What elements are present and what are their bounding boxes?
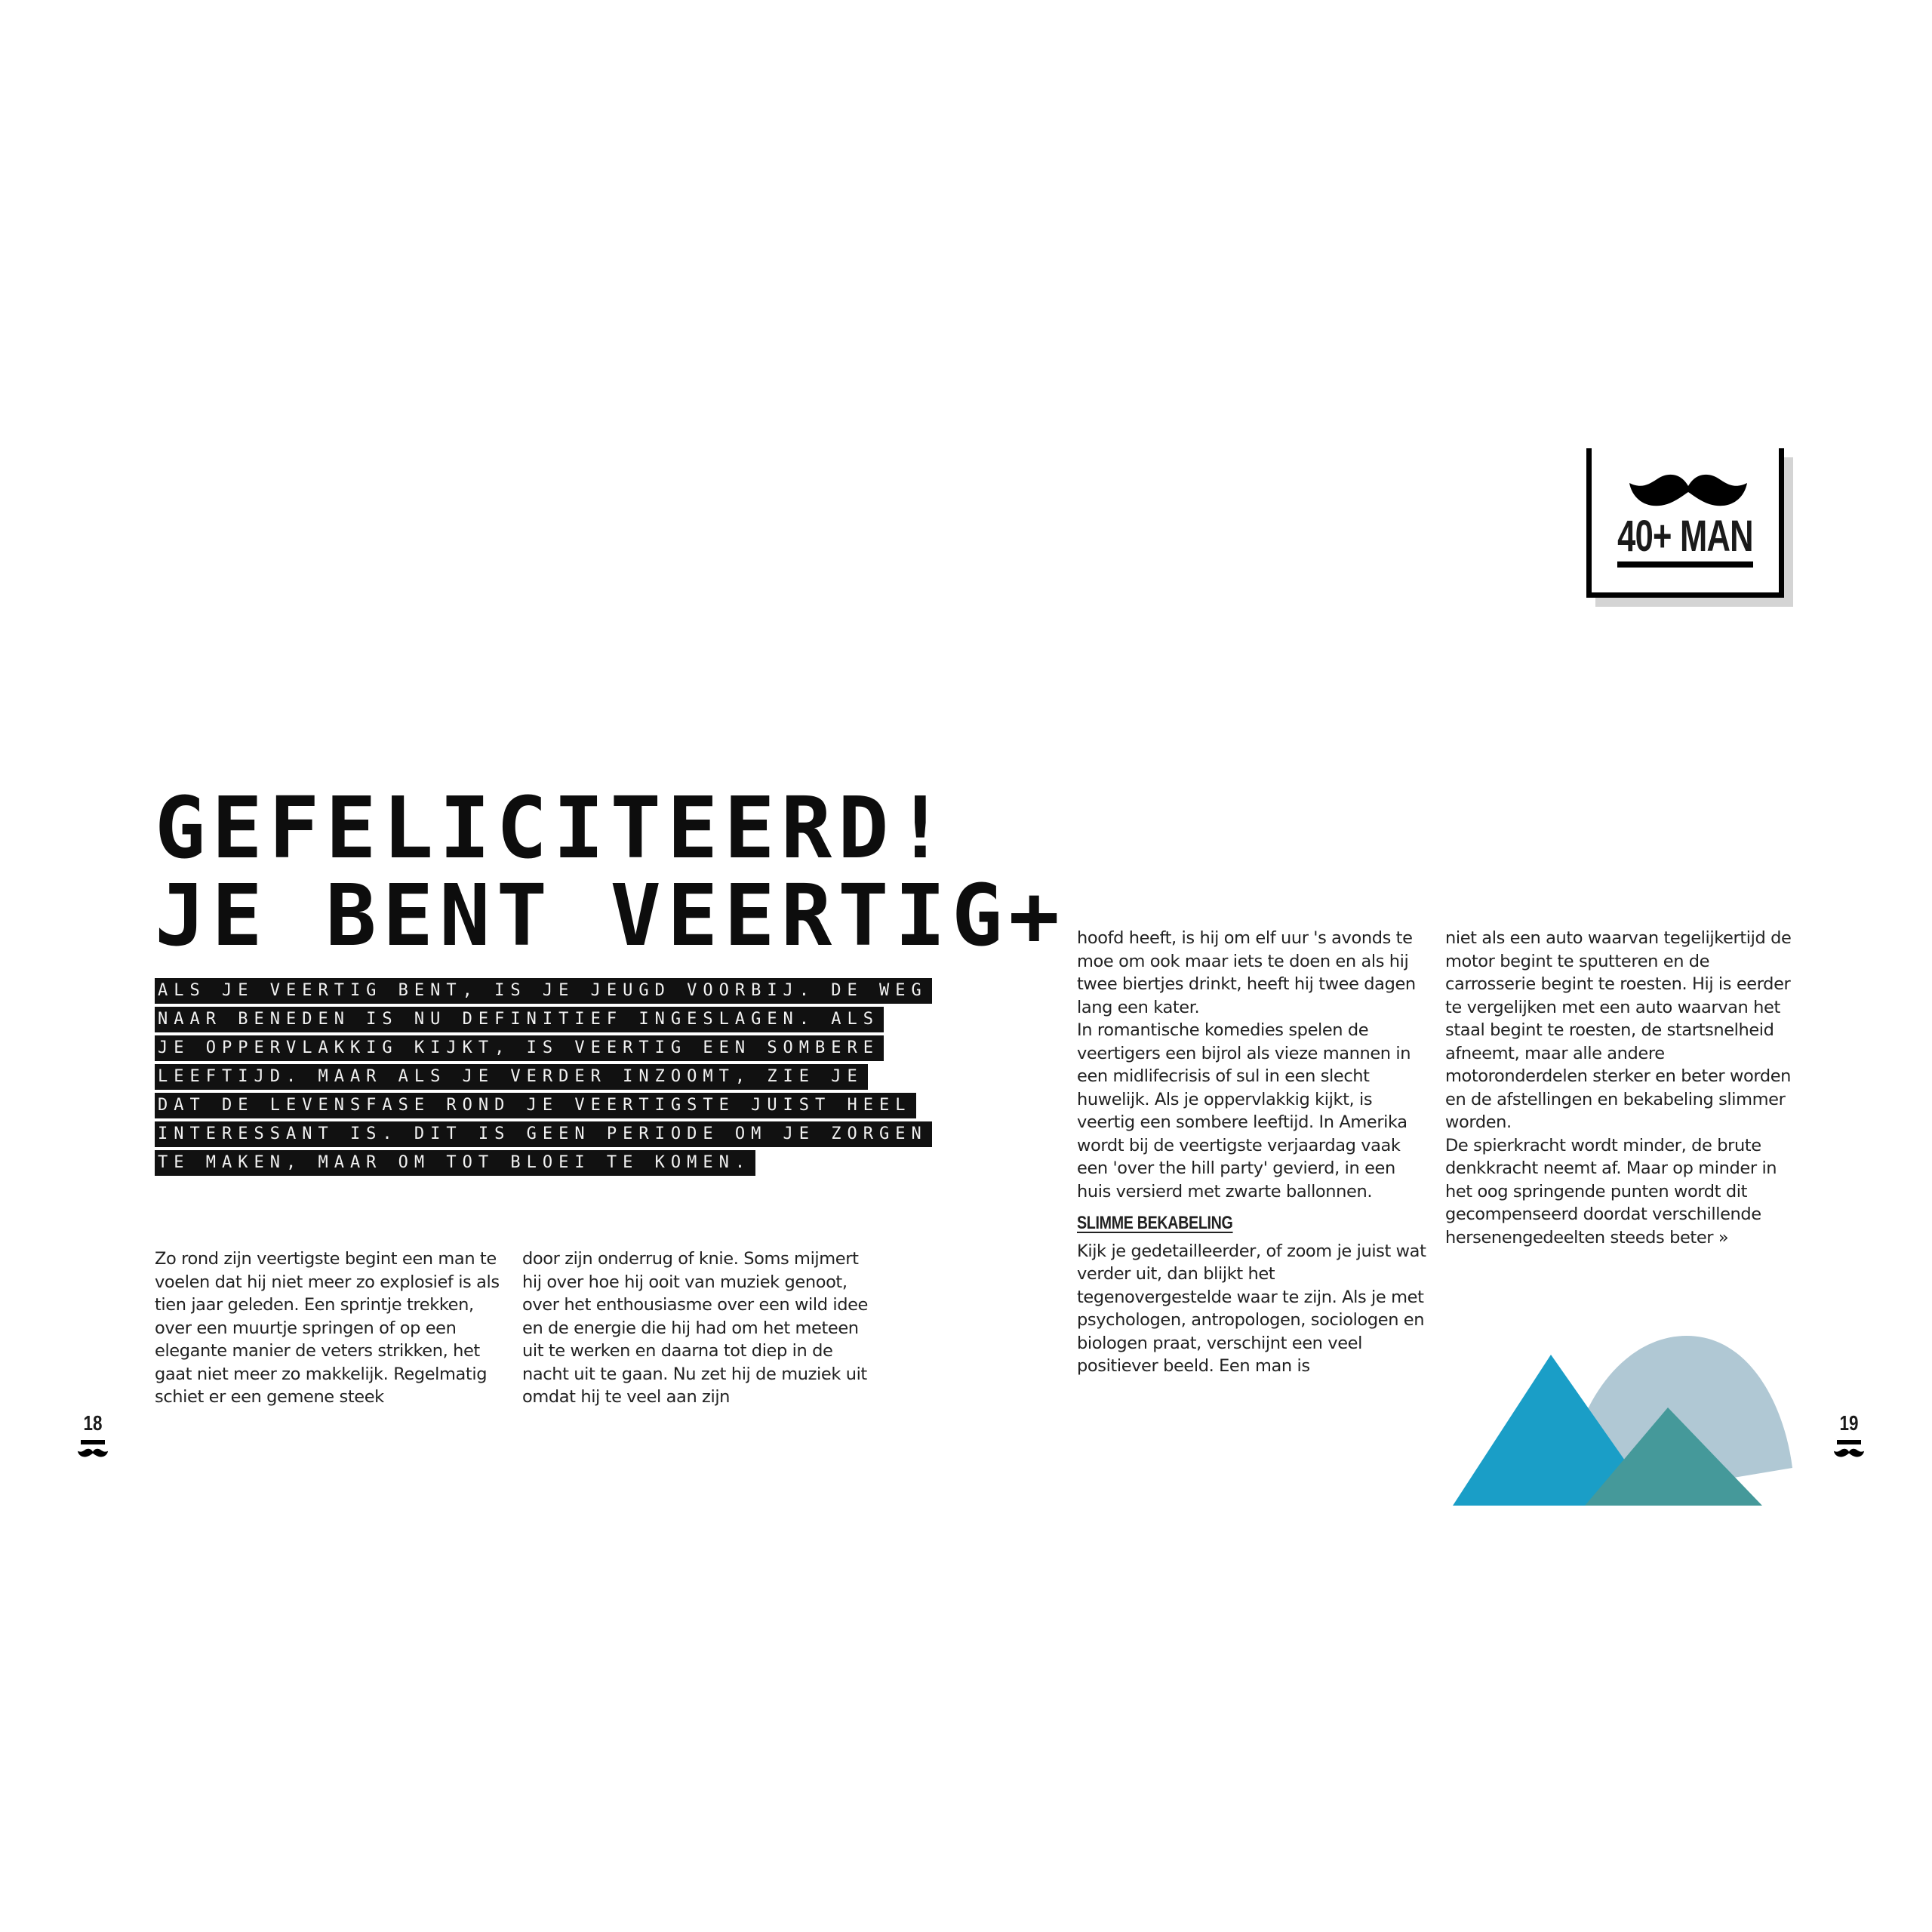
body-paragraph: In romantische komedies spelen de veertigers een bijrol als vieze mannen in een midlifecrisis of sul in een slecht huwelijk. Als je oppervlakkig kijkt, is veertig een sombere leeftijd. In Amerika wordt bij de veertigste verjaardag vaak een 'over the hill party' gevierd, in een huis versierd met zwarte ballonnen. xyxy=(1077,1020,1411,1201)
intro-line: TE MAKEN, MAAR OM TOT BLOEI TE KOMEN. xyxy=(155,1151,834,1174)
section-subheading: SLIMME BEKABELING xyxy=(1077,1213,1233,1233)
body-paragraph: hoofd heeft, is hij om elf uur 's avonds te moe om ook maar iets te doen en als hij twee biertjes drinkt, heeft hij twee dagen lang een kater. xyxy=(1077,928,1416,1017)
mountains-illustration xyxy=(1453,1332,1792,1513)
page-title xyxy=(155,780,1066,965)
intro-line: DAT DE LEVENSFASE ROND JE VEERTIGSTE JUIST HEEL xyxy=(155,1094,834,1117)
body-paragraph: De spierkracht wordt minder, de brute denkkracht neemt af. Maar op minder in het oog springende punten wordt dit gecompenseerd doordat verschillende hersenengedeelten steeds beter » xyxy=(1445,1135,1777,1247)
intro-line: ALS JE VEERTIG BENT, IS JE JEUGD VOORBIJ. DE WEG xyxy=(155,979,834,1002)
title-line-1: GEFELICITEERD! xyxy=(155,780,952,878)
page-number-right: 19 xyxy=(1826,1411,1872,1460)
page-number-left: 18 xyxy=(70,1411,115,1460)
body-paragraph: niet als een auto waarvan tegelijkertijd de motor begint te sputteren en de carrosserie begint te roesten. Hij is eerder te vergelijken met een auto waarvan het staal begint te roesten, de startsnelheid afneemt, maar alle andere motoronderdelen sterker en beter worden en de afstellingen en bekabeling slimmer worden. xyxy=(1445,928,1792,1132)
divider xyxy=(81,1440,105,1444)
mustache-icon xyxy=(1628,469,1749,516)
intro-block xyxy=(155,979,928,1180)
badge-label: 40+ MAN xyxy=(1617,512,1753,561)
body-column-2 xyxy=(522,1247,877,1409)
section-badge xyxy=(1586,448,1784,598)
mustache-icon xyxy=(1833,1447,1865,1460)
body-column-1 xyxy=(155,1247,509,1409)
intro-line: LEEFTIJD. MAAR ALS JE VERDER INZOOMT, ZIE JE xyxy=(155,1065,834,1088)
body-paragraph: Kijk je gedetailleerder, of zoom je juist wat verder uit, dan blijkt het tegenovergestelde waar te zijn. Als je met psychologen, antropologen, sociologen en biologen praat, verschijnt een veel positiever beeld. Een man is xyxy=(1077,1241,1426,1376)
body-column-4 xyxy=(1445,927,1800,1249)
mustache-icon xyxy=(77,1447,109,1460)
badge-underline xyxy=(1617,561,1753,568)
title-line-2: JE BENT VEERTIG+ xyxy=(155,867,1066,965)
body-paragraph: Zo rond zijn veertigste begint een man te voelen dat hij niet meer zo explosief is als tien jaar geleden. Een sprintje trekken, over een muurtje springen of op een elegante manier de veters strikken, het gaat niet meer zo makkelijk. Regelmatig schiet er een gemene steek xyxy=(155,1249,500,1407)
intro-line: JE OPPERVLAKKIG KIJKT, IS VEERTIG EEN SOMBERE xyxy=(155,1036,834,1060)
divider xyxy=(1837,1440,1861,1444)
intro-line: NAAR BENEDEN IS NU DEFINITIEF INGESLAGEN. ALS xyxy=(155,1008,834,1031)
body-paragraph: door zijn onderrug of knie. Soms mijmert hij over hoe hij ooit van muziek genoot, over het enthousiasme over een wild idee en de energie die hij had om het meteen uit te werken en daarna tot diep in de nacht uit te gaan. Nu zet hij de muziek uit omdat hij te veel aan zijn xyxy=(522,1249,868,1407)
intro-line: INTERESSANT IS. DIT IS GEEN PERIODE OM JE ZORGEN xyxy=(155,1122,834,1146)
body-column-3 xyxy=(1077,927,1432,1378)
